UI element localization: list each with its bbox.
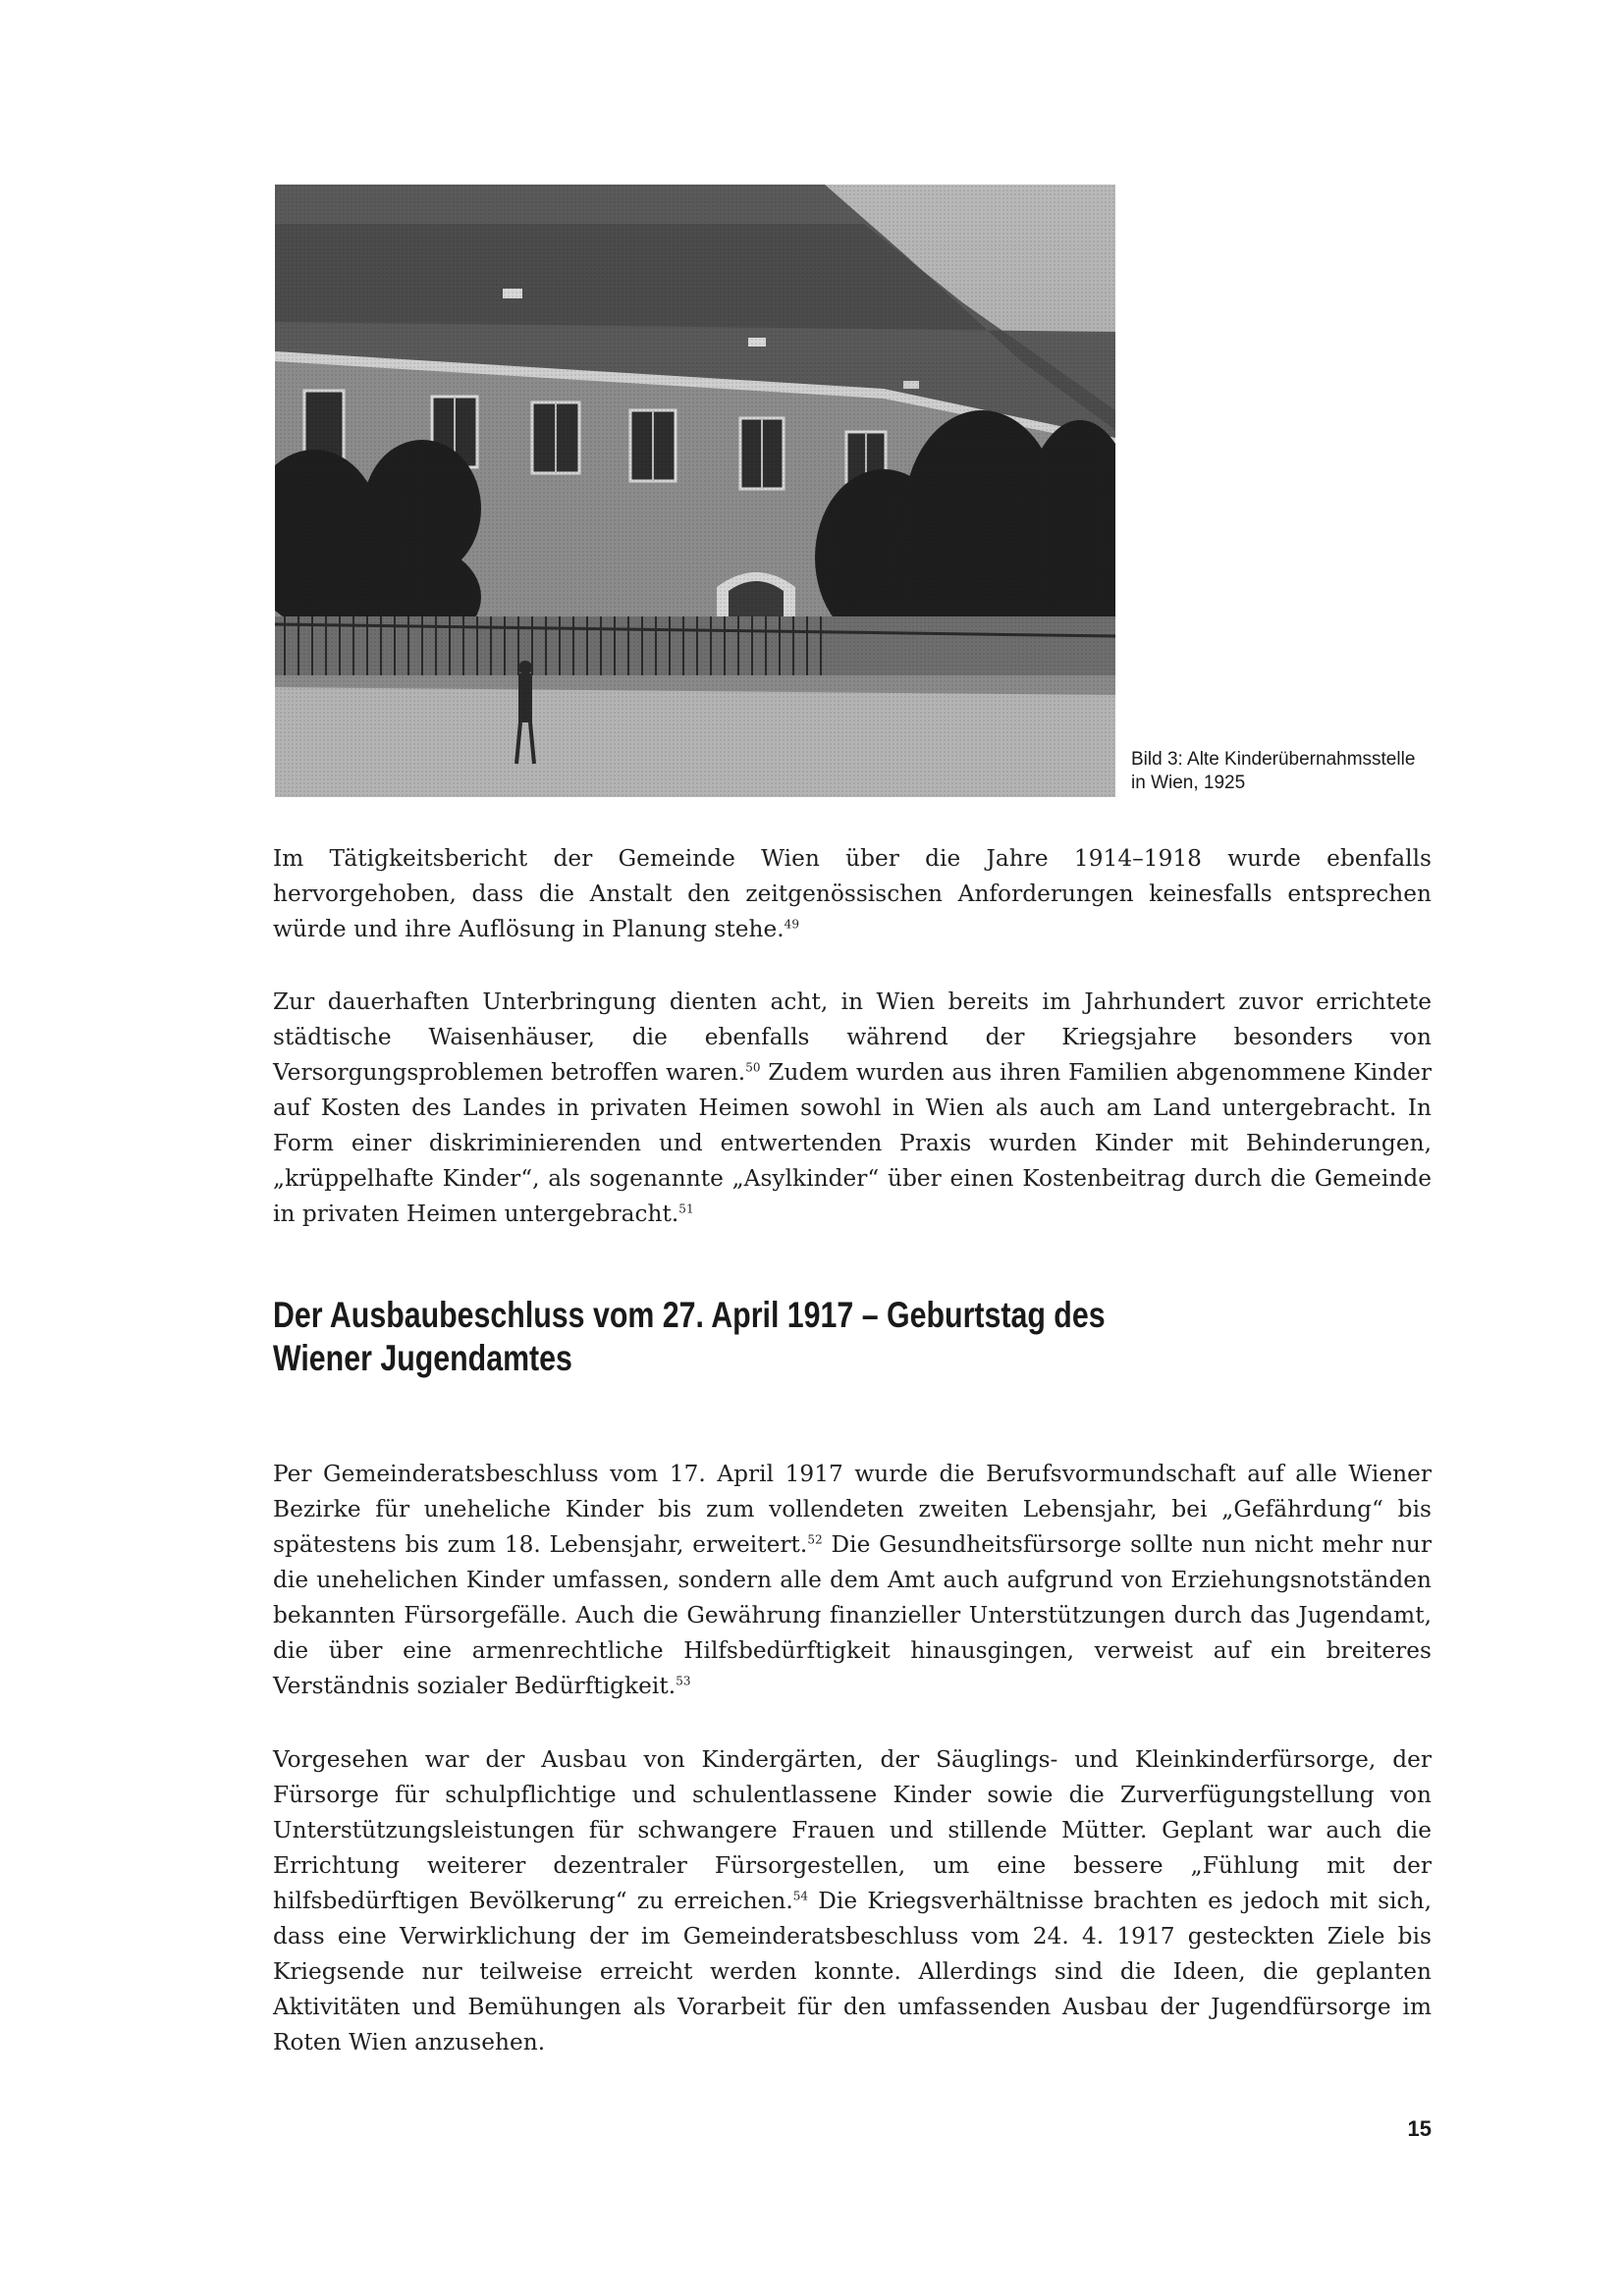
paragraph-2-text-a: Zur dauerhaften Unterbringung dienten acht, in Wien bereits im Jahrhundert zuvor errichtete städtische Waisenhäuser, die ebenfalls während der Kriegsjahre besonders von Versorgungsproblemen betroffen waren.: [273, 988, 1432, 1086]
caption-line-2: in Wien, 1925: [1131, 773, 1246, 793]
footnote-ref-49: 49: [784, 917, 800, 932]
section-heading-line-2: Wiener Jugendamtes: [273, 1338, 572, 1378]
historical-photo: [275, 185, 1115, 797]
paragraph-3-text-a: Per Gemeinderatsbeschluss vom 17. April 1917 wurde die Berufsvormundschaft auf alle Wiener Bezirke für uneheliche Kinder bis zum vollendeten zweiten Lebensjahr, bei „Gefährdung“ bis spätestens bis zum 18. Lebensjahr, erweitert.: [273, 1461, 1432, 1558]
paragraph-4-text-a: Vorgesehen war der Ausbau von Kindergärten, der Säuglings- und Kleinkinderfürsorge, der Fürsorge für schulpflichtige und schulentlassene Kinder sowie die Zurverfügungstellung von Unterstützungsleistungen für schwangere Frauen und stillende Mütter. Geplant war auch die Errichtung weiterer dezentraler Fürsorgestellen, um eine bessere „Fühlung mit der hilfsbedürftigen Bevölkerung“ zu erreichen.: [273, 1746, 1432, 1914]
paragraph-3-text-b: Die Gesundheitsfürsorge sollte nun nicht mehr nur die unehelichen Kinder umfassen, sondern alle dem Amt auch aufgrund von Erziehungsnotständen bekannten Fürsorgefälle. Auch die Gewährung finanzieller Unterstützungen durch das Jugendamt, die über eine armenrechtliche Hilfsbedürftigkeit hinausgingen, verweist auf ein breiteres Verständnis sozialer Bedürftigkeit.: [273, 1531, 1432, 1699]
building-photo-illustration: [275, 185, 1115, 797]
footnote-ref-51: 51: [678, 1201, 694, 1216]
paragraph-3: [273, 1457, 1432, 1704]
paragraph-2-text-b: Zudem wurden aus ihren Familien abgenommene Kinder auf Kosten des Landes in privaten Heimen sowohl in Wien als auch am Land untergebracht. In Form einer diskriminierenden und entwertenden Praxis wurden Kinder mit Behinderungen, „krüppelhafte Kinder“, als sogenannte „Asylkinder“ über einen Kostenbeitrag durch die Gemeinde in privaten Heimen untergebracht.: [273, 1059, 1432, 1227]
section-heading-line-1: Der Ausbaubeschluss vom 27. April 1917 – Geburtstag des: [273, 1295, 1106, 1335]
footnote-ref-50: 50: [745, 1060, 761, 1075]
paragraph-1-text: Im Tätigkeitsbericht der Gemeinde Wien über die Jahre 1914–1918 wurde ebenfalls hervorgehoben, dass die Anstalt den zeitgenössischen Anforderungen keinesfalls entsprechen würde und ihre Auflösung in Planung stehe.: [273, 845, 1432, 942]
caption-line-1: Bild 3: Alte Kinderübernahmsstelle: [1131, 749, 1416, 770]
figure-caption: [1131, 748, 1455, 795]
footnote-ref-54: 54: [792, 1889, 809, 1903]
footnote-ref-53: 53: [676, 1674, 691, 1688]
paragraph-1: [273, 841, 1432, 947]
section-heading: [273, 1294, 1223, 1380]
page-number: 15: [1407, 2116, 1432, 2141]
paragraph-2: [273, 985, 1432, 1232]
paragraph-4-text-b: Die Kriegsverhältnisse brachten es jedoch mit sich, dass eine Verwirklichung der im Gemeinderatsbeschluss vom 24. 4. 1917 gesteckten Ziele bis Kriegsende nur teilweise erreicht werden konnte. Allerdings sind die Ideen, die geplanten Aktivitäten und Bemühungen als Vorarbeit für den umfassenden Ausbau der Jugendfürsorge im Roten Wien anzusehen.: [273, 1888, 1432, 2056]
paragraph-4: [273, 1742, 1432, 2060]
footnote-ref-52: 52: [807, 1532, 823, 1547]
